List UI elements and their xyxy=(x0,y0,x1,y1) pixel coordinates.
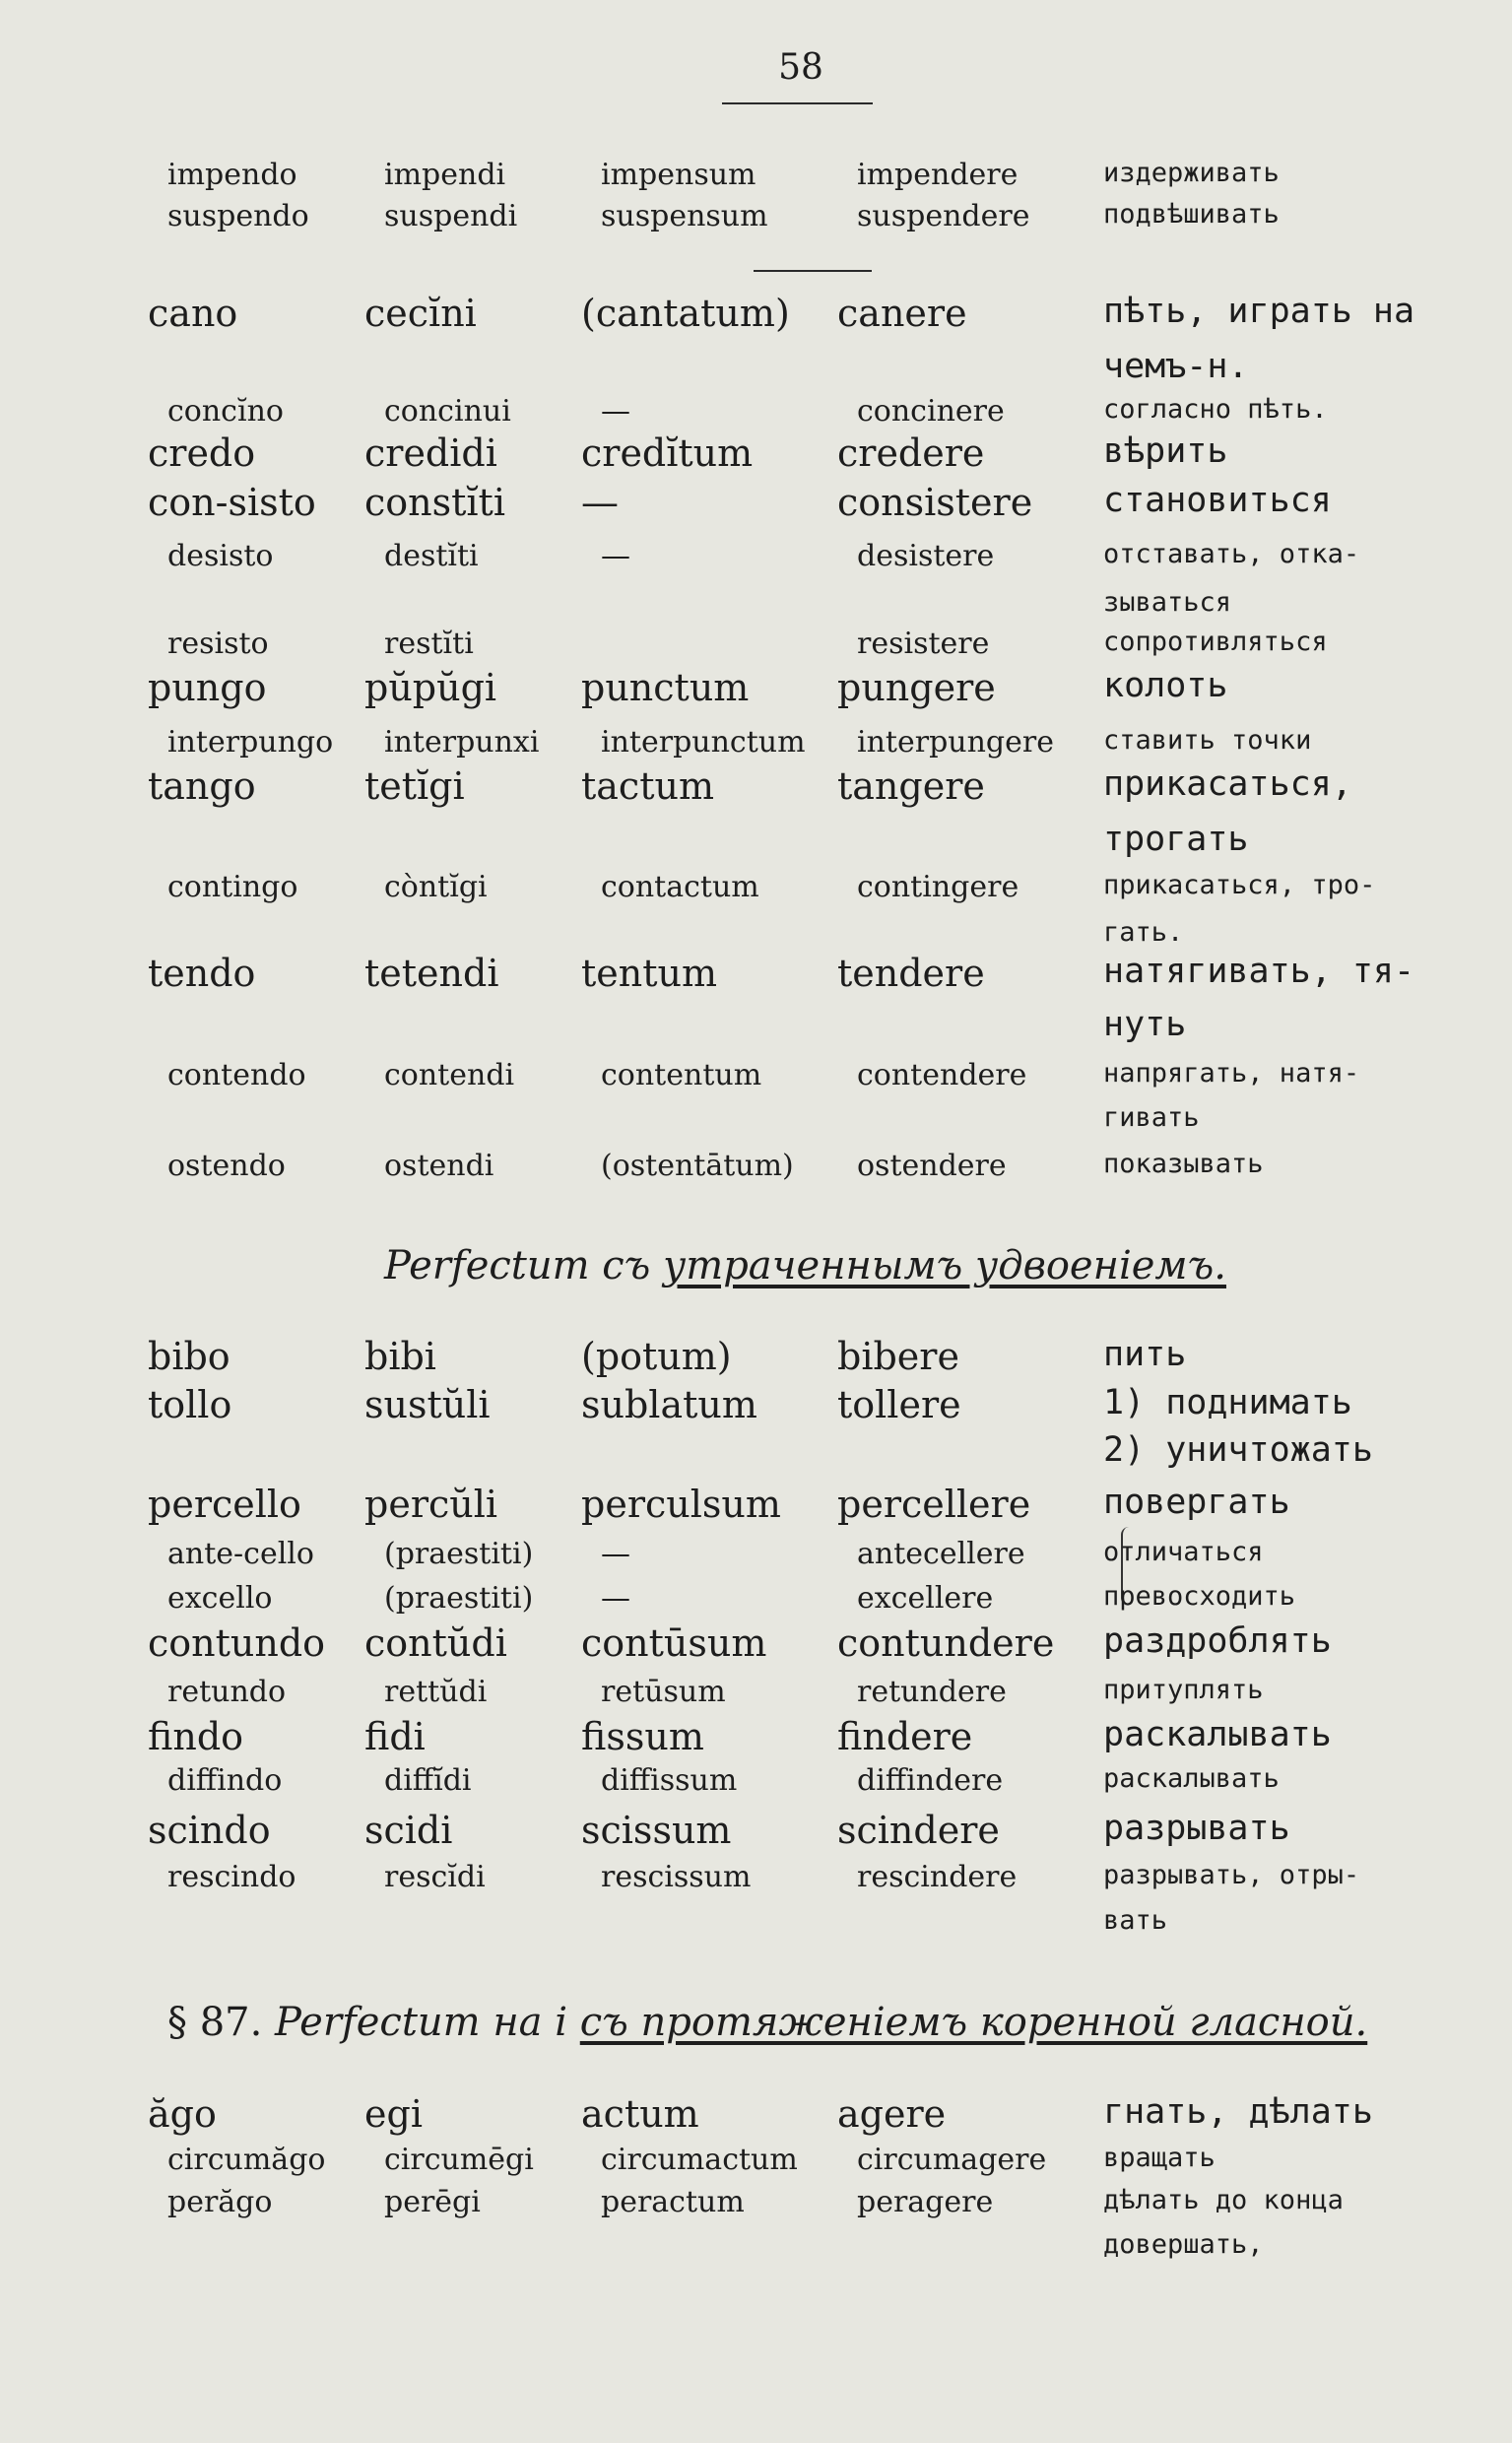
cell-translation: чемъ-н. xyxy=(1103,347,1249,386)
cell-supine: contentum xyxy=(601,1058,762,1092)
heading-mid: на і xyxy=(480,2000,580,2045)
cell-supine: interpunctum xyxy=(601,725,806,759)
cell-infinitive: tendere xyxy=(837,952,985,995)
cell-present: excello xyxy=(167,1581,273,1616)
cell-present: perăgo xyxy=(167,2185,273,2219)
cell-perfect: diffĭdi xyxy=(384,1763,472,1798)
cell-supine: contūsum xyxy=(581,1621,767,1665)
cell-infinitive: excellere xyxy=(857,1581,994,1616)
cell-present: ante-cello xyxy=(167,1537,314,1571)
cell-translation: дѣлать до конца xyxy=(1103,2185,1344,2215)
cell-translation: становиться xyxy=(1103,481,1332,520)
cell-infinitive: agere xyxy=(837,2092,947,2136)
cell-translation: колоть xyxy=(1103,666,1228,705)
cell-perfect: perēgi xyxy=(384,2185,481,2219)
cell-translation: согласно пѣть. xyxy=(1103,394,1328,425)
cell-infinitive: bibere xyxy=(837,1335,959,1378)
cell-infinitive: concinere xyxy=(857,394,1005,429)
cell-infinitive: antecellere xyxy=(857,1537,1025,1571)
cell-perfect: circumēgi xyxy=(384,2143,534,2177)
cell-present: ăgo xyxy=(148,2092,217,2136)
cell-translation: трогать xyxy=(1103,820,1249,859)
cell-present: cano xyxy=(148,292,238,335)
cell-translation: натягивать, тя- xyxy=(1103,952,1415,991)
cell-translation: разрывать, отры- xyxy=(1103,1860,1360,1890)
cell-supine: fissum xyxy=(581,1715,704,1758)
cell-supine: credĭtum xyxy=(581,431,754,475)
cell-translation: показывать xyxy=(1103,1149,1264,1179)
cell-present: circumăgo xyxy=(167,2143,326,2177)
cell-perfect: impendi xyxy=(384,158,506,192)
cell-translation: повергать xyxy=(1103,1483,1290,1522)
cell-supine: rescissum xyxy=(601,1860,752,1894)
cell-supine: — xyxy=(601,1537,630,1571)
cell-perfect: (praestiti) xyxy=(384,1537,534,1571)
cell-present: tango xyxy=(148,764,256,808)
cell-supine: actum xyxy=(581,2092,699,2136)
heading-latin: Perfectum xyxy=(275,2000,481,2045)
cell-present: concĭno xyxy=(167,394,284,429)
heading-latin: Perfectum xyxy=(384,1243,590,1288)
cell-perfect: rescĭdi xyxy=(384,1860,486,1894)
cell-present: retundo xyxy=(167,1675,287,1709)
cell-infinitive: findere xyxy=(837,1715,973,1758)
cell-present: rescindo xyxy=(167,1860,296,1894)
cell-perfect: concinui xyxy=(384,394,511,429)
cell-perfect: contendi xyxy=(384,1058,515,1092)
cell-infinitive: scindere xyxy=(837,1809,1000,1852)
cell-supine: retūsum xyxy=(601,1675,726,1709)
cell-supine: punctum xyxy=(581,666,750,709)
cell-present: ostendo xyxy=(167,1149,286,1183)
cell-present: percello xyxy=(148,1483,301,1526)
section-heading-87 xyxy=(0,2000,1512,2045)
cell-perfect: tetendi xyxy=(364,952,499,995)
cell-present: resisto xyxy=(167,627,269,661)
cell-infinitive: peragere xyxy=(857,2185,994,2219)
cell-perfect: contŭdi xyxy=(364,1621,507,1665)
cell-present: desisto xyxy=(167,539,274,573)
cell-infinitive: suspendere xyxy=(857,199,1030,233)
cell-supine: — xyxy=(581,481,619,524)
cell-perfect: restĭti xyxy=(384,627,474,661)
cell-perfect: cecĭni xyxy=(364,292,477,335)
cell-translation: ставить точки xyxy=(1103,725,1312,756)
cell-present: findo xyxy=(148,1715,244,1758)
heading-rest: утраченнымъ удвоеніемъ. xyxy=(663,1243,1226,1288)
cell-present: credo xyxy=(148,431,256,475)
cell-perfect: constĭti xyxy=(364,481,505,524)
cell-present: suspendo xyxy=(167,199,309,233)
cell-infinitive: tangere xyxy=(837,764,985,808)
cell-present: impendo xyxy=(167,158,297,192)
cell-translation: разрывать xyxy=(1103,1809,1290,1848)
cell-infinitive: rescindere xyxy=(857,1860,1018,1894)
cell-perfect: percŭli xyxy=(364,1483,498,1526)
cell-infinitive: interpungere xyxy=(857,725,1054,759)
cell-translation: 2) уничтожать xyxy=(1103,1430,1373,1470)
heading-rest: съ протяженіемъ коренной гласной. xyxy=(579,2000,1368,2045)
cell-supine: — xyxy=(601,1581,630,1616)
cell-infinitive: percellere xyxy=(837,1483,1031,1526)
cell-translation: прикасаться, тро- xyxy=(1103,870,1376,900)
cell-translation: пить xyxy=(1103,1335,1187,1374)
cell-translation: довершать, xyxy=(1103,2229,1264,2260)
cell-translation: отставать, отка- xyxy=(1103,539,1360,569)
cell-supine: suspensum xyxy=(601,199,768,233)
cell-present: pungo xyxy=(148,666,267,709)
cell-perfect: sustŭli xyxy=(364,1383,491,1426)
cell-translation: зываться xyxy=(1103,587,1232,618)
cell-present: contundo xyxy=(148,1621,326,1665)
cell-supine: sublatum xyxy=(581,1383,757,1426)
heading-prefix: § 87. xyxy=(167,2000,276,2045)
cell-infinitive: ostendere xyxy=(857,1149,1007,1183)
cell-translation: гивать xyxy=(1103,1102,1200,1133)
cell-infinitive: resistere xyxy=(857,627,990,661)
cell-perfect: còntĭgi xyxy=(384,870,488,904)
cell-supine: tentum xyxy=(581,952,718,995)
cell-supine: (potum) xyxy=(581,1335,732,1378)
cell-supine: — xyxy=(601,539,630,573)
cell-translation: раскалывать xyxy=(1103,1715,1332,1754)
cell-perfect: scidi xyxy=(364,1809,453,1852)
cell-supine: perculsum xyxy=(581,1483,781,1526)
cell-perfect: destĭti xyxy=(384,539,479,573)
cell-infinitive: consistere xyxy=(837,481,1033,524)
cell-supine: impensum xyxy=(601,158,756,192)
cell-infinitive: credere xyxy=(837,431,985,475)
cell-infinitive: contingere xyxy=(857,870,1019,904)
cell-infinitive: retundere xyxy=(857,1675,1007,1709)
cell-translation: прикасаться, xyxy=(1103,764,1352,804)
cell-translation: вать xyxy=(1103,1905,1168,1936)
cell-supine: (cantatum) xyxy=(581,292,790,335)
cell-translation: раздроблять xyxy=(1103,1621,1332,1661)
cell-translation: пѣть, играть на xyxy=(1103,292,1415,331)
cell-supine: tactum xyxy=(581,764,714,808)
cell-infinitive: circumagere xyxy=(857,2143,1047,2177)
cell-translation: подвѣшивать xyxy=(1103,199,1280,230)
cell-perfect: ostendi xyxy=(384,1149,494,1183)
cell-present: tendo xyxy=(148,952,256,995)
cell-translation: издерживать xyxy=(1103,158,1280,188)
cell-perfect: tetĭgi xyxy=(364,764,465,808)
cell-perfect: pŭpŭgi xyxy=(364,666,497,709)
cell-infinitive: diffindere xyxy=(857,1763,1004,1798)
cell-perfect: rettŭdi xyxy=(384,1675,488,1709)
cell-present: tollo xyxy=(148,1383,232,1426)
cell-infinitive: canere xyxy=(837,292,967,335)
cell-perfect: credidi xyxy=(364,431,497,475)
cell-infinitive: tollere xyxy=(837,1383,961,1426)
page-number: 58 xyxy=(778,47,823,88)
cell-perfect: suspendi xyxy=(384,199,518,233)
cell-present: bibo xyxy=(148,1335,230,1378)
cell-supine: contactum xyxy=(601,870,759,904)
page-number-rule xyxy=(722,102,873,104)
section-heading-perfectum-loss xyxy=(0,1243,1512,1288)
cell-perfect: (praestiti) xyxy=(384,1581,534,1616)
cell-perfect: fidi xyxy=(364,1715,426,1758)
cell-supine: scissum xyxy=(581,1809,732,1852)
cell-present: contingo xyxy=(167,870,298,904)
cell-infinitive: contendere xyxy=(857,1058,1027,1092)
cell-translation: превосходить xyxy=(1103,1581,1296,1612)
cell-supine: circumactum xyxy=(601,2143,798,2177)
cell-present: scindo xyxy=(148,1809,271,1852)
cell-translation: раскалывать xyxy=(1103,1763,1280,1794)
cell-present: diffindo xyxy=(167,1763,283,1798)
cell-supine: peractum xyxy=(601,2185,745,2219)
cell-present: contendo xyxy=(167,1058,306,1092)
cell-perfect: interpunxi xyxy=(384,725,540,759)
cell-supine: diffissum xyxy=(601,1763,738,1798)
cell-supine: — xyxy=(601,394,630,429)
cell-translation: притуплять xyxy=(1103,1675,1264,1705)
cell-perfect: egi xyxy=(364,2092,423,2136)
cell-translation: 1) поднимать xyxy=(1103,1383,1352,1422)
cell-translation: отличаться xyxy=(1103,1537,1264,1567)
cell-present: con-sisto xyxy=(148,481,316,524)
cell-translation: напрягать, натя- xyxy=(1103,1058,1360,1089)
cell-infinitive: pungere xyxy=(837,666,996,709)
heading-mid: съ xyxy=(589,1243,664,1288)
separator-rule xyxy=(754,270,872,272)
cell-translation: вѣрить xyxy=(1103,431,1228,471)
cell-translation: сопротивляться xyxy=(1103,627,1328,657)
cell-present: interpungo xyxy=(167,725,334,759)
cell-supine: (ostentātum) xyxy=(601,1149,794,1183)
cell-infinitive: impendere xyxy=(857,158,1019,192)
cell-infinitive: desistere xyxy=(857,539,995,573)
cell-translation: вращать xyxy=(1103,2143,1216,2173)
cell-perfect: bibi xyxy=(364,1335,436,1378)
cell-translation: гнать, дѣлать xyxy=(1103,2092,1373,2132)
cell-translation: гать. xyxy=(1103,917,1184,948)
cell-infinitive: contundere xyxy=(837,1621,1055,1665)
cell-translation: нуть xyxy=(1103,1005,1187,1044)
